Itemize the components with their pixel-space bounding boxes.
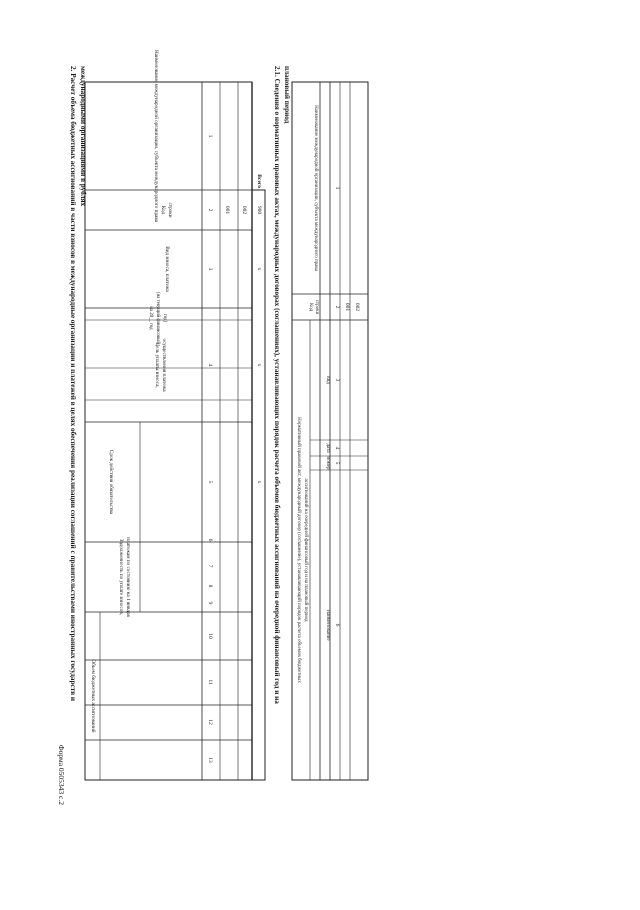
total-row-box xyxy=(252,190,265,780)
total-x-kind: x xyxy=(256,267,262,271)
t2-header-naim: Наименование xyxy=(325,609,330,641)
total-x-term: x xyxy=(256,480,262,484)
t2-row-code-001: 001 xyxy=(344,302,350,312)
col-num-6: 6 xyxy=(207,538,213,542)
header-kind: Вид взноса, платежа xyxy=(164,246,170,292)
t2-header-act-l1: Нормативный правовой акт, международный договор (соглашение), устанавливающий порядок расчета объемов бюджетных xyxy=(296,417,301,683)
period-1-l3: год) xyxy=(162,313,167,323)
col-num-1: 1 xyxy=(207,134,213,138)
col-num-4: 4 xyxy=(207,363,213,367)
header-code-l1: Код xyxy=(160,205,166,215)
header-purpose-l2: осуществления платежа xyxy=(161,338,167,392)
t2-header-act-l2: ассигнований на очередной финансовый год и на плановый период xyxy=(303,478,308,622)
header-debt-l1: Задолженность по уплате взносов, xyxy=(118,538,124,616)
section21-title-line2: плановый период xyxy=(283,66,291,124)
t2-header-data: дата xyxy=(325,443,330,453)
t2-header-name: Наименование международной организации, субъекта международного права xyxy=(313,105,318,271)
t2-col-num-6: 6 xyxy=(334,623,340,627)
t2-col-num-4: 4 xyxy=(334,446,340,450)
header-name: Наименование международной организации, субъекта международного права xyxy=(153,49,159,223)
col-num-3: 3 xyxy=(207,267,213,271)
section2-title-line2: международными организациями в рублях xyxy=(79,66,87,207)
t2-col-num-3: 3 xyxy=(334,378,340,382)
form-content xyxy=(57,50,368,805)
col-num-9: 9 xyxy=(207,601,213,605)
table-section21 xyxy=(292,82,368,780)
form-label: Форма 0505343 с.2 xyxy=(57,744,66,805)
t2-header-vid: вид xyxy=(325,376,330,384)
col-num-12: 12 xyxy=(207,719,213,725)
col-num-13: 13 xyxy=(207,757,213,763)
period-headers xyxy=(148,292,167,344)
section2-title-line1: 2. Расчет объема бюджетных ассигнований в части взносов в международные организации и платежей в целях обеспечения реализации соглашений с правительствами иностранных государств и xyxy=(69,66,77,702)
header-code-l2: строки xyxy=(167,202,173,218)
col-numbers xyxy=(207,135,213,763)
row-code-002: 002 xyxy=(241,205,247,215)
t2-col-numbers xyxy=(334,187,340,627)
period-1-l1: на 20__ год xyxy=(148,306,153,330)
total-label: Всего xyxy=(256,174,262,188)
col-num-2: 2 xyxy=(207,208,213,212)
row-code-001: 001 xyxy=(224,205,230,215)
header-term: Срок действия обязательства xyxy=(108,449,114,515)
t2-header-code-l1: Код xyxy=(308,303,313,311)
t2-header-code-l2: строки xyxy=(314,299,319,315)
total-x-purpose: x xyxy=(256,363,262,367)
col-num-10: 10 xyxy=(207,633,213,639)
col-num-8: 8 xyxy=(207,584,213,588)
t2-row-code-002: 002 xyxy=(354,302,360,312)
t2-col-num-1: 1 xyxy=(334,186,340,190)
col-num-5: 5 xyxy=(207,480,213,484)
total-code: 900 xyxy=(256,205,262,215)
col-num-11: 11 xyxy=(207,679,213,685)
t2-col-num-5: 5 xyxy=(334,461,340,465)
header-purpose-l1: Цель уплаты взноса, xyxy=(154,342,160,388)
header-debt-l2: платежам по состоянию на 1 января xyxy=(125,537,131,617)
section21-title-line1: 2.1. Сведения о нормативных правовых актах, международных договорах (соглашениях), устанавливающих порядок расчета объемов бюджетных ассигнований на очередной финансовый год и на xyxy=(273,66,281,704)
header-volume: Объем бюджетных ассигнований xyxy=(90,659,96,733)
period-1-l2: (на текущий финансовый xyxy=(155,292,160,344)
col-num-7: 7 xyxy=(207,564,213,568)
t2-col-num-2: 2 xyxy=(334,305,340,309)
table-section2 xyxy=(85,82,252,780)
t2-header-nomer: номер xyxy=(325,456,330,470)
